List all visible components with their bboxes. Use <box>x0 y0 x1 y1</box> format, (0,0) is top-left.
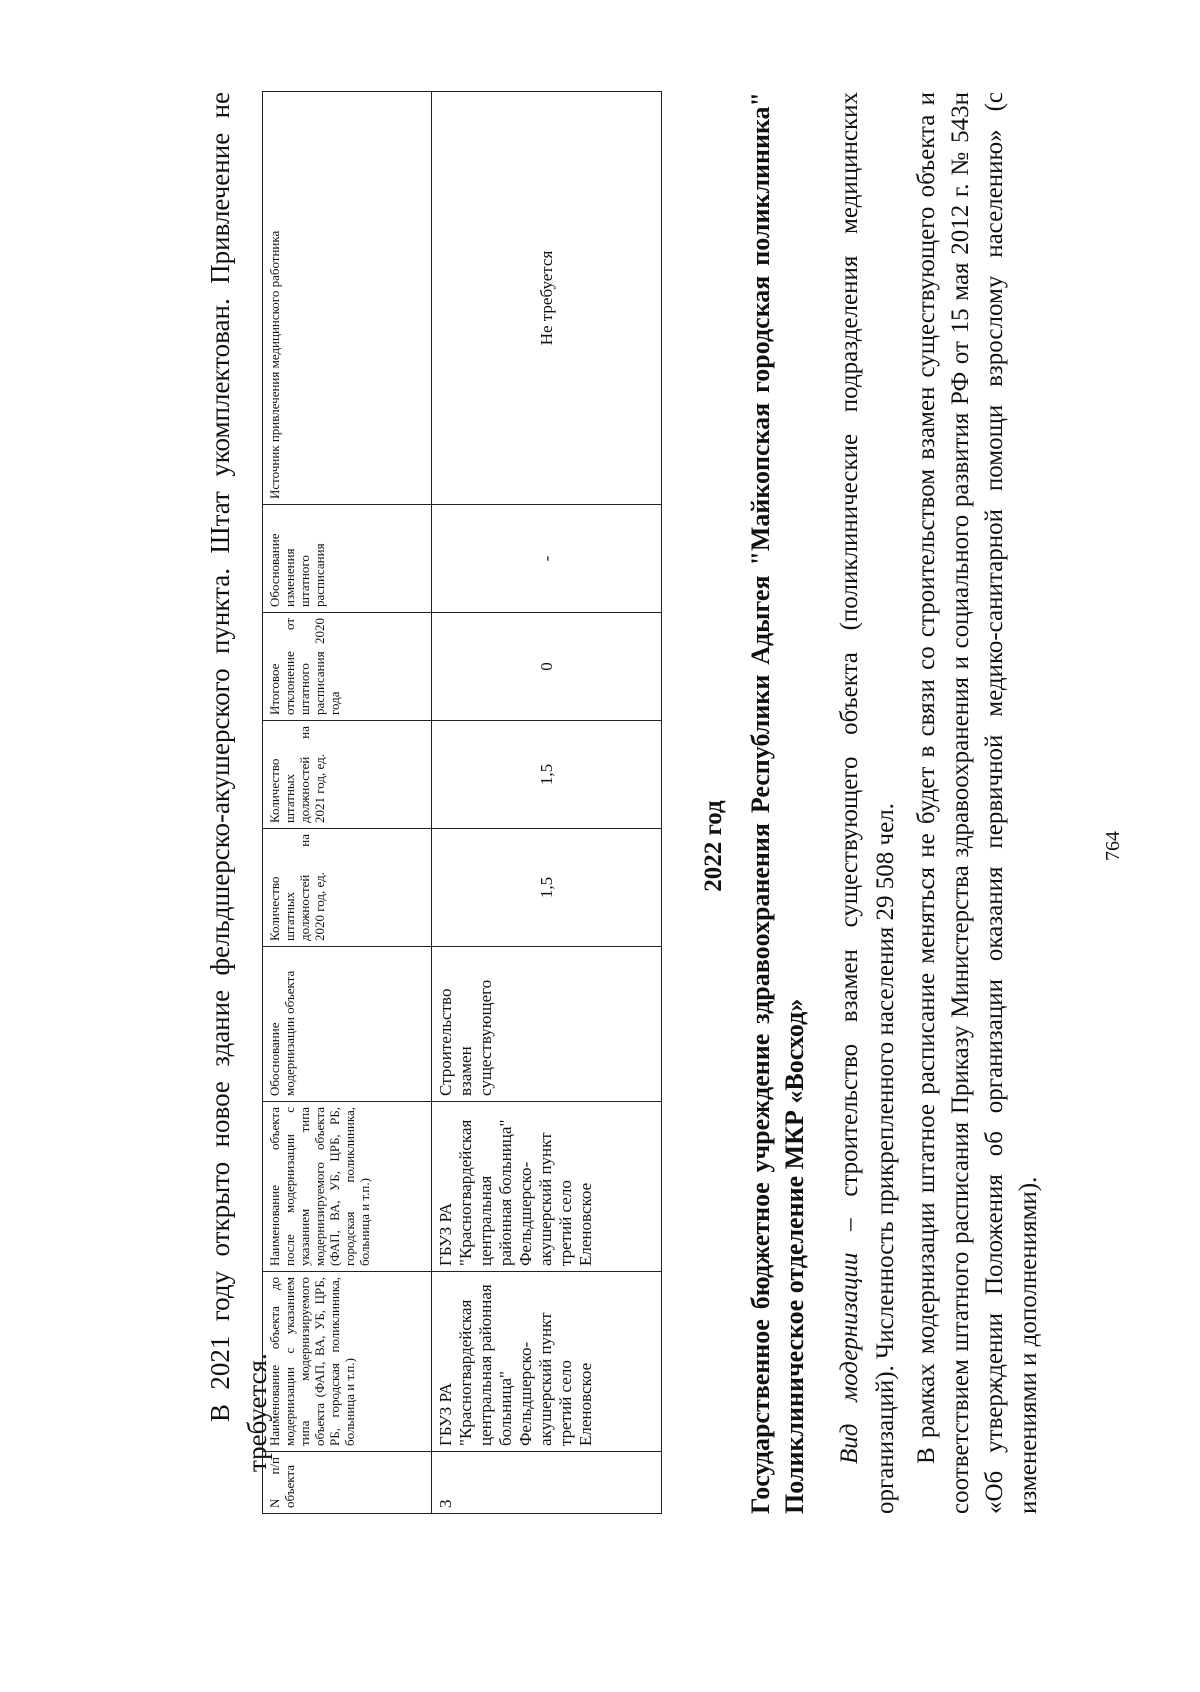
cell-after: ГБУЗ РА "Красногвардейская центральная районная больница" Фельдшерско-акушерский пункт третий село Еленовское <box>432 1102 662 1272</box>
modernization-kind-text: – строительство взамен существующего объекта (поликлинические подразделения медицинских организаций). Численность прикрепленного населения 29 508 чел. <box>836 92 899 1514</box>
intro-paragraph: В 2021 году открыто новое здание фельдшерско-акушерского пункта. Штат укомплектован. Привлечение не требуется. <box>205 92 272 1472</box>
organization-title-tail: Поликлиническое отделение МКР «Восход» <box>780 998 809 1514</box>
cell-staff-2020: 1,5 <box>432 829 662 947</box>
header-cell-after: Наименование объекта после модернизации с указанием типа модернизируемого объекта (ФАП, ВА, УБ, ЦРБ, РБ, городская поликлиника, больница и т.п.) <box>263 1102 432 1272</box>
header-cell-staff-2021: Количество штатных должностей на 2021 год, ед. <box>263 721 432 829</box>
cell-deviation: 0 <box>432 613 662 721</box>
cell-reason: Строительство взамен существующего <box>432 947 662 1102</box>
cell-number: 3 <box>432 1452 662 1514</box>
header-cell-deviation: Итоговое отклонение от штатного расписания 2020 года <box>263 613 432 721</box>
header-cell-number: N п/п объекта <box>263 1452 432 1514</box>
cell-staff-2021: 1,5 <box>432 721 662 829</box>
modernization-table <box>262 91 662 1514</box>
organization-title <box>744 92 812 1514</box>
staffing-paragraph: В рамках модернизации штатное расписание меняться не будет в связи со строительством взамен существующего объекта и соответствием штатного расписания Приказу Министерства здравоохранения и социального развития РФ от 15 мая 2012 г. № 543н «Об утверждении Положения об организации оказания первичной медико-санитарной помощи взрослому населению» (с изменениями и дополнениями). <box>913 92 1042 1514</box>
header-cell-before: Наименование объекта до модернизации с указанием типа модернизируемого объекта (ФАП, ВА, УБ, ЦРБ, РБ, городская поликлиника, больница и т.п.) <box>263 1272 432 1452</box>
header-cell-change-reason: Обоснование изменения штатного расписания <box>263 505 432 613</box>
cell-change-reason: - <box>432 505 662 613</box>
year-heading: 2022 год <box>700 800 727 892</box>
header-cell-staff-2020: Количество штатных должностей на 2020 год, ед. <box>263 829 432 947</box>
modernization-kind-paragraph <box>832 92 904 1514</box>
organization-title-main: Государственное бюджетное учреждение здравоохранения Республики Адыгея "Майкопская городская поликлиника" <box>746 92 775 1514</box>
header-cell-reason: Обоснование модернизации объекта <box>263 947 432 1102</box>
cell-source: Не требуется <box>432 92 662 505</box>
cell-before: ГБУЗ РА "Красногвардейская центральная районная больница" Фельдшерско-акушерский пункт третий село Еленовское <box>432 1272 662 1452</box>
table-header-row <box>263 92 432 1514</box>
header-cell-source: Источник привлечения медицинского работника <box>263 92 432 505</box>
table-row <box>432 92 662 1514</box>
page-number: 764 <box>1102 831 1124 861</box>
modernization-kind-label: Вид модернизации <box>836 1252 863 1464</box>
